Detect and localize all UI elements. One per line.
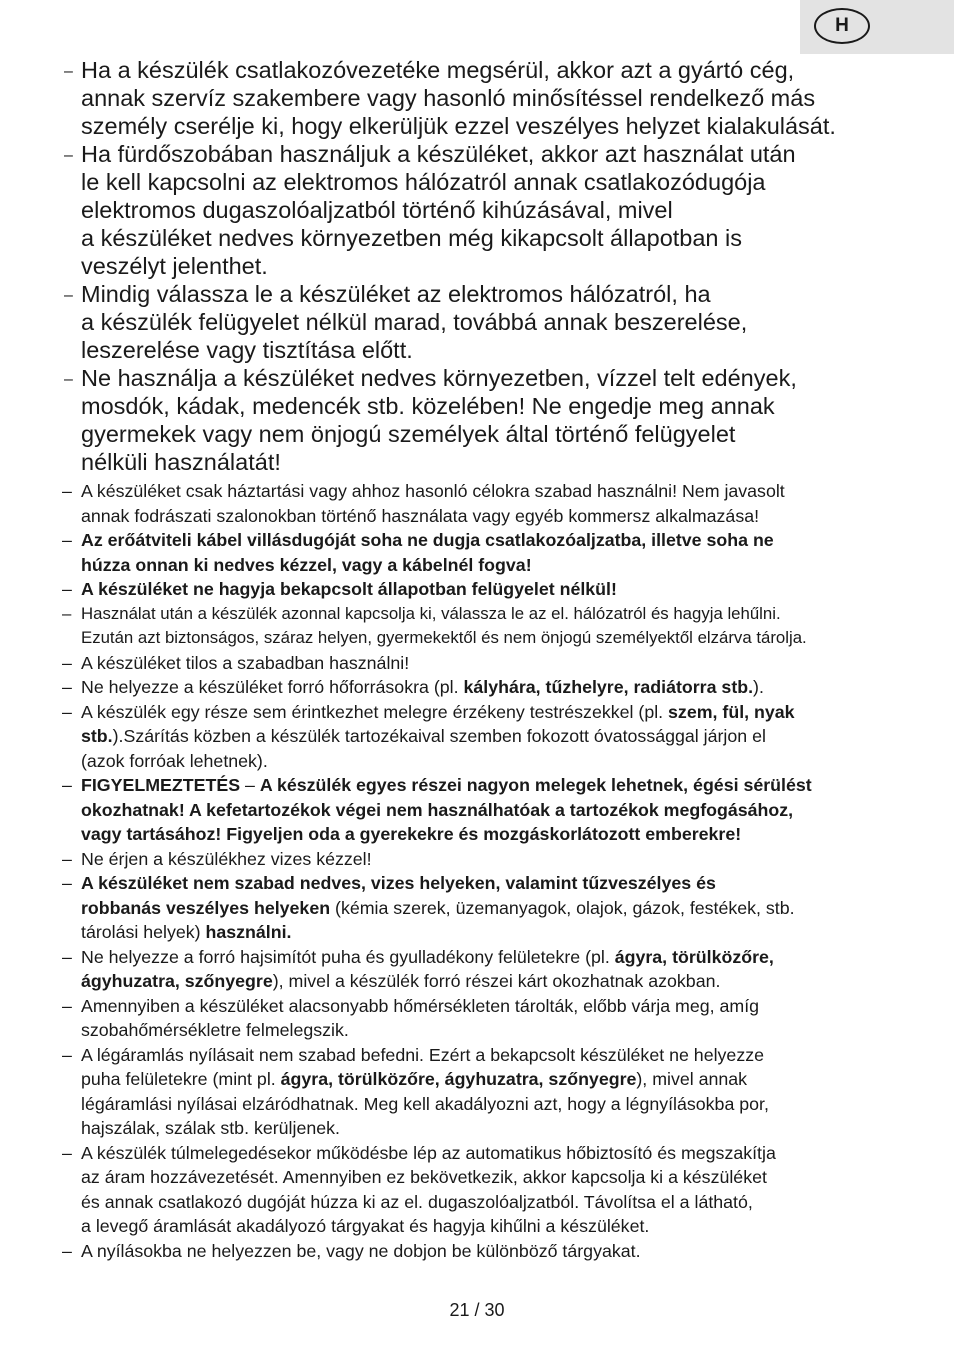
list-item bbox=[62, 1141, 912, 1239]
text-line bbox=[81, 1043, 912, 1068]
text-segment: Ha fürdőszobában használjuk a készüléket, akkor azt használat után bbox=[81, 141, 796, 167]
text-line bbox=[81, 1018, 912, 1043]
bold-text: vagy tartásához! Figyeljen oda a gyerekekre és mozgáskorlátozott emberekre! bbox=[81, 824, 742, 844]
text-segment: annak fodrászati szalonokban történő használata vagy egyéb kommersz alkalmazása! bbox=[81, 505, 760, 526]
text-line bbox=[81, 1239, 912, 1264]
text-segment: annak szervíz szakembere vagy hasonló minősítéssel rendelkező más bbox=[81, 85, 816, 111]
text-line bbox=[81, 252, 912, 280]
text-line bbox=[81, 602, 912, 627]
small-warning-list bbox=[62, 479, 912, 1263]
text-line bbox=[81, 280, 912, 308]
list-item bbox=[62, 1043, 912, 1141]
text-line bbox=[81, 308, 912, 336]
text-segment: ), mivel a készülék forró részei kárt okozhatnak azokban. bbox=[272, 971, 721, 991]
text-segment: a levegő áramlását akadályozó tárgyakat és hagyja kihűlni a készüléket. bbox=[81, 1216, 650, 1236]
text-segment: A nyílásokba ne helyezzen be, vagy ne dobjon be különböző tárgyakat. bbox=[81, 1240, 641, 1261]
text-segment: légáramlási nyílásai elzáródhatnak. Meg kell akadályozni azt, hogy a légnyílásokba por, bbox=[81, 1093, 769, 1114]
text-segment: tárolási helyek) bbox=[81, 922, 206, 942]
text-segment: veszélyt jelenthet. bbox=[81, 253, 268, 279]
text-line bbox=[81, 224, 912, 252]
text-segment: nélküli használatát! bbox=[81, 449, 281, 475]
text-segment: az áram hozzávezetését. Amennyiben ez bekövetkezik, akkor kapcsolja ki a készüléket bbox=[81, 1167, 767, 1187]
bold-text: ágyhuzatra, szőnyegre bbox=[81, 971, 273, 991]
text-segment: ), mivel annak bbox=[636, 1069, 748, 1089]
text-line bbox=[81, 1116, 912, 1141]
text-line bbox=[81, 749, 912, 774]
text-line bbox=[81, 112, 912, 140]
text-line bbox=[81, 420, 912, 448]
bold-text: ágyra, törülközőre, ágyhuzatra, szőnyegre bbox=[280, 1069, 637, 1089]
list-item bbox=[62, 140, 912, 280]
text-segment: Ne használja a készüléket nedves környezetben, vízzel telt edények, bbox=[81, 365, 797, 391]
text-segment: a készülék felügyelet nélkül marad, továbbá annak beszerelése, bbox=[81, 309, 748, 335]
text-line bbox=[81, 168, 912, 196]
list-item bbox=[62, 577, 912, 602]
text-line bbox=[81, 1165, 912, 1190]
text-segment: személy cserélje ki, hogy elkerüljük ezzel veszélyes helyzet kialakulását. bbox=[81, 113, 836, 139]
list-item bbox=[62, 56, 912, 140]
text-line bbox=[81, 1190, 912, 1215]
text-segment: A készülék egy része sem érintkezhet melegre érzékeny testrészekkel (pl. bbox=[81, 701, 669, 722]
page-number: 21 / 30 bbox=[449, 1300, 505, 1320]
text-segment: (kémia szerek, üzemanyagok, olajok, gázok, festékek, stb. bbox=[330, 897, 795, 918]
text-segment: és annak csatlakozó dugóját húzza ki az el. dugaszolóaljzatból. Távolítsa el a látható, bbox=[81, 1191, 753, 1212]
text-line bbox=[81, 871, 912, 896]
text-line bbox=[81, 651, 912, 676]
language-badge: H bbox=[814, 8, 870, 44]
text-segment: szobahőmérsékletre felmelegszik. bbox=[81, 1020, 349, 1040]
text-segment: A légáramlás nyílásait nem szabad befedni. Ezért a bekapcsolt készüléket ne helyezze bbox=[81, 1044, 764, 1065]
text-line bbox=[81, 798, 912, 823]
text-line bbox=[81, 364, 912, 392]
text-line bbox=[81, 1092, 912, 1117]
text-line bbox=[81, 336, 912, 364]
list-item bbox=[62, 994, 912, 1043]
text-segment: Ne helyezze a készüléket forró hőforrásokra (pl. bbox=[81, 677, 464, 697]
list-item bbox=[62, 847, 912, 872]
text-segment: A készüléket tilos a szabadban használni! bbox=[81, 652, 410, 673]
text-line bbox=[81, 392, 912, 420]
text-segment: mosdók, kádak, medencék stb. közelében! Ne engedje meg annak bbox=[81, 393, 775, 419]
list-item bbox=[62, 364, 912, 476]
text-segment: a készüléket nedves környezetben még kikapcsolt állapotban is bbox=[81, 225, 742, 251]
bold-text: A készüléket ne hagyja bekapcsolt állapotban felügyelet nélkül! bbox=[81, 579, 617, 599]
text-line bbox=[81, 945, 912, 970]
text-segment: hajszálak, szálak stb. kerüljenek. bbox=[81, 1118, 340, 1138]
bold-text: kályhára, tűzhelyre, radiátorra stb. bbox=[463, 677, 754, 697]
text-line bbox=[81, 675, 912, 700]
safety-instructions bbox=[62, 56, 912, 1263]
bold-text: ágyra, törülközőre, bbox=[614, 946, 774, 967]
bold-text: Az erőátviteli kábel villásdugóját soha ne dugja csatlakozóaljzatba, illetve soha ne bbox=[81, 530, 774, 550]
list-item bbox=[62, 773, 912, 847]
list-item bbox=[62, 528, 912, 577]
text-segment: elektromos dugaszolóaljzatból történő kihúzásával, mivel bbox=[81, 197, 673, 223]
text-segment: (azok forróak lehetnek). bbox=[81, 750, 268, 771]
text-line bbox=[81, 626, 912, 651]
bold-text: A készülék egyes részei nagyon melegek lehetnek, égési sérülést bbox=[259, 775, 812, 795]
bold-text: húzza onnan ki nedves kézzel, vagy a kábelnél fogva! bbox=[81, 554, 532, 575]
text-segment: Ne helyezze a forró hajsimítót puha és gyulladékony felületekre (pl. bbox=[81, 946, 615, 967]
list-item bbox=[62, 602, 912, 651]
list-item bbox=[62, 280, 912, 364]
list-item bbox=[62, 945, 912, 994]
text-line bbox=[81, 528, 912, 553]
bold-text: szem, fül, nyak bbox=[668, 701, 795, 722]
text-line bbox=[81, 1141, 912, 1166]
bold-text: FIGYELMEZTETÉS bbox=[81, 775, 241, 795]
text-line bbox=[81, 700, 912, 725]
text-line bbox=[81, 553, 912, 578]
text-line bbox=[81, 1214, 912, 1239]
text-segment: puha felületekre (mint pl. bbox=[81, 1069, 281, 1089]
text-line bbox=[81, 84, 912, 112]
list-item bbox=[62, 651, 912, 676]
text-segment: Amennyiben a készüléket alacsonyabb hőmérsékleten tárolták, előbb várja meg, amíg bbox=[81, 995, 760, 1016]
text-segment: ).Szárítás közben a készülék tartozékaival szemben fokozott óvatossággal járjon el bbox=[112, 726, 766, 746]
text-line bbox=[81, 479, 912, 504]
text-line bbox=[81, 994, 912, 1019]
text-segment: A készüléket csak háztartási vagy ahhoz hasonló célokra szabad használni! Nem javasolt bbox=[81, 481, 785, 501]
text-line bbox=[81, 140, 912, 168]
text-line bbox=[81, 920, 912, 945]
text-line bbox=[81, 56, 912, 84]
language-tab bbox=[800, 0, 954, 54]
text-line bbox=[81, 448, 912, 476]
text-segment: leszerelése vagy tisztítása előtt. bbox=[81, 337, 413, 363]
text-segment: A készülék túlmelegedésekor működésbe lép az automatikus hőbiztosító és megszakítja bbox=[81, 1142, 776, 1163]
text-line bbox=[81, 1067, 912, 1092]
bold-text: robbanás veszélyes helyeken bbox=[81, 897, 331, 918]
text-segment: gyermekek vagy nem önjogú személyek által történő felügyelet bbox=[81, 421, 736, 447]
text-line bbox=[81, 969, 912, 994]
text-segment: ). bbox=[753, 677, 764, 697]
text-line bbox=[81, 577, 912, 602]
text-line bbox=[81, 847, 912, 872]
text-line bbox=[81, 896, 912, 921]
list-item bbox=[62, 1239, 912, 1264]
text-segment: Ha a készülék csatlakozóvezetéke megsérül, akkor azt a gyártó cég, bbox=[81, 57, 795, 83]
list-item bbox=[62, 479, 912, 528]
text-segment: Ezután azt biztonságos, száraz helyen, gyermekektől és nem önjogú személyektől elzárva tárolja. bbox=[81, 628, 807, 647]
text-line bbox=[81, 822, 912, 847]
bold-text: stb. bbox=[81, 726, 113, 746]
text-line bbox=[81, 504, 912, 529]
text-segment: le kell kapcsolni az elektromos hálózatról annak csatlakozódugója bbox=[81, 169, 766, 195]
text-line bbox=[81, 773, 912, 798]
text-line bbox=[81, 196, 912, 224]
bold-text: A készüléket nem szabad nedves, vizes helyeken, valamint tűzveszélyes és bbox=[81, 873, 716, 893]
list-item bbox=[62, 675, 912, 700]
text-segment: – bbox=[240, 775, 260, 795]
text-segment: Ne érjen a készülékhez vizes kézzel! bbox=[81, 848, 372, 869]
text-line bbox=[81, 724, 912, 749]
list-item bbox=[62, 700, 912, 774]
list-item bbox=[62, 871, 912, 945]
bold-text: használni. bbox=[205, 922, 292, 942]
text-segment: Mindig válassza le a készüléket az elektromos hálózatról, ha bbox=[81, 281, 711, 307]
text-segment: Használat után a készülék azonnal kapcsolja ki, válassza le az el. hálózatról és hagyja lehűlni. bbox=[81, 603, 781, 623]
bold-text: okozhatnak! A kefetartozékok végei nem használhatóak a tartozékok megfogásához, bbox=[81, 799, 794, 820]
large-warning-list bbox=[62, 56, 912, 476]
